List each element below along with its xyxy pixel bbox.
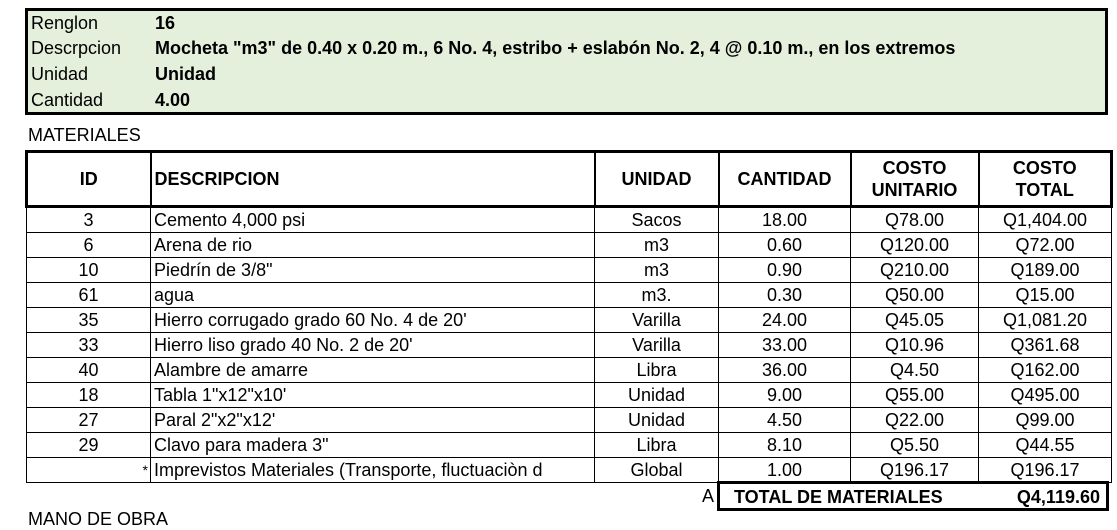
cell-descripcion: Hierro liso grado 40 No. 2 de 20' — [151, 333, 595, 358]
cell-unidad: m3 — [595, 233, 719, 258]
cell-descripcion: agua — [151, 283, 595, 308]
cell-id — [27, 207, 151, 233]
cell-costo-unitario: Q5.50 — [851, 433, 979, 458]
cell-id-text: 10 — [78, 260, 99, 280]
cell-unidad: m3. — [595, 283, 719, 308]
total-materiales-box — [717, 481, 1109, 511]
col-header-id: ID — [27, 152, 151, 207]
cell-id-text: 6 — [83, 235, 94, 255]
cell-id — [27, 233, 151, 258]
cell-unidad: Libra — [595, 358, 719, 383]
cell-cantidad: 33.00 — [719, 333, 851, 358]
cell-costo-total: Q99.00 — [979, 408, 1112, 433]
cell-costo-total: Q1,081.20 — [979, 308, 1112, 333]
cell-costo-unitario: Q50.00 — [851, 283, 979, 308]
cell-unidad: Varilla — [595, 333, 719, 358]
cell-id — [27, 333, 151, 358]
cell-cantidad: 1.00 — [719, 458, 851, 483]
col-header-line: TOTAL — [1015, 180, 1074, 200]
cell-id-text: 61 — [78, 285, 99, 305]
cell-descripcion: Paral 2"x2"x12' — [151, 408, 595, 433]
cell-id-text: 29 — [78, 435, 99, 455]
col-header-costo-unitario — [851, 152, 979, 207]
cell-cantidad: 4.50 — [719, 408, 851, 433]
cell-descripcion: Hierro corrugado grado 60 No. 4 de 20' — [151, 308, 595, 333]
cell-descripcion: Piedrín de 3/8" — [151, 258, 595, 283]
renglon-header — [25, 8, 1108, 115]
cell-id — [27, 258, 151, 283]
cell-costo-unitario: Q4.50 — [851, 358, 979, 383]
table-row — [27, 458, 1112, 483]
cell-id — [27, 308, 151, 333]
cell-descripcion: Clavo para madera 3" — [151, 433, 595, 458]
table-row — [27, 408, 1112, 433]
col-header-line: UNITARIO — [871, 180, 958, 200]
cell-id — [27, 283, 151, 308]
section-title-mano-de-obra: MANO DE OBRA — [28, 509, 169, 529]
table-row — [27, 333, 1112, 358]
table-row — [27, 258, 1112, 283]
cell-cantidad: 0.60 — [719, 233, 851, 258]
cell-unidad: Varilla — [595, 308, 719, 333]
cell-costo-total: Q196.17 — [979, 458, 1112, 483]
cell-id-text: 40 — [78, 360, 99, 380]
cell-costo-total: Q15.00 — [979, 283, 1112, 308]
cell-costo-unitario: Q210.00 — [851, 258, 979, 283]
cell-cantidad: 0.90 — [719, 258, 851, 283]
total-label: TOTAL DE MATERIALES — [734, 487, 943, 507]
cell-cantidad: 24.00 — [719, 308, 851, 333]
header-value: Mocheta "m3" de 0.40 x 0.20 m., 6 No. 4, estribo + eslabón No. 2, 4 @ 0.10 m., en los extremos — [155, 38, 956, 58]
cell-costo-total: Q361.68 — [979, 333, 1112, 358]
total-value: Q4,119.60 — [1016, 487, 1100, 507]
cell-descripcion: Tabla 1"x12"x10' — [151, 383, 595, 408]
table-row — [27, 283, 1112, 308]
cell-id — [27, 383, 151, 408]
table-row — [27, 308, 1112, 333]
header-label: Unidad — [31, 64, 89, 84]
header-value: Unidad — [155, 64, 216, 84]
section-title-materiales: MATERIALES — [28, 125, 141, 145]
header-label: Cantidad — [31, 90, 104, 110]
cell-id-text: 3 — [83, 210, 94, 230]
cell-costo-unitario: Q45.05 — [851, 308, 979, 333]
cell-unidad: m3 — [595, 258, 719, 283]
cell-costo-unitario: Q120.00 — [851, 233, 979, 258]
cell-costo-unitario: Q22.00 — [851, 408, 979, 433]
cell-cantidad: 9.00 — [719, 383, 851, 408]
col-header-descripcion: DESCRIPCION — [151, 152, 595, 207]
total-prefix: A — [702, 486, 715, 506]
cell-costo-total: Q189.00 — [979, 258, 1112, 283]
cell-id — [27, 408, 151, 433]
col-header-line: COSTO — [882, 158, 947, 178]
cell-cantidad: 8.10 — [719, 433, 851, 458]
cell-descripcion: Arena de rio — [151, 233, 595, 258]
col-header-cantidad: CANTIDAD — [719, 152, 851, 207]
cell-cantidad: 0.30 — [719, 283, 851, 308]
cell-costo-unitario: Q196.17 — [851, 458, 979, 483]
cell-id — [27, 358, 151, 383]
cell-id-text: 27 — [78, 410, 99, 430]
col-header-unidad: UNIDAD — [595, 152, 719, 207]
col-header-costo-total — [979, 152, 1112, 207]
materials-table — [25, 150, 1113, 483]
cell-id — [27, 458, 151, 483]
col-header-line: COSTO — [1012, 158, 1077, 178]
cell-costo-unitario: Q10.96 — [851, 333, 979, 358]
table-header-row — [27, 152, 1112, 207]
cell-unidad: Libra — [595, 433, 719, 458]
cell-id — [27, 433, 151, 458]
cell-costo-unitario: Q55.00 — [851, 383, 979, 408]
cell-unidad: Sacos — [595, 207, 719, 233]
cell-unidad: Unidad — [595, 383, 719, 408]
header-label: Renglon — [31, 13, 99, 33]
table-row — [27, 207, 1112, 233]
cell-costo-total: Q162.00 — [979, 358, 1112, 383]
cell-costo-total: Q495.00 — [979, 383, 1112, 408]
cell-unidad: Global — [595, 458, 719, 483]
header-value: 4.00 — [155, 90, 191, 110]
cell-descripcion: Imprevistos Materiales (Transporte, fluctuaciòn d — [151, 458, 595, 483]
cell-cantidad: 36.00 — [719, 358, 851, 383]
table-row — [27, 433, 1112, 458]
cell-id-text: 18 — [78, 385, 99, 405]
header-label: Descrpcion — [31, 38, 122, 58]
cell-costo-total: Q72.00 — [979, 233, 1112, 258]
cell-id-text: 33 — [78, 335, 99, 355]
table-row — [27, 233, 1112, 258]
cell-descripcion: Cemento 4,000 psi — [151, 207, 595, 233]
cell-costo-total: Q44.55 — [979, 433, 1112, 458]
header-value: 16 — [155, 13, 176, 33]
table-row — [27, 383, 1112, 408]
cell-unidad: Unidad — [595, 408, 719, 433]
cell-costo-unitario: Q78.00 — [851, 207, 979, 233]
cell-descripcion: Alambre de amarre — [151, 358, 595, 383]
cell-id-text: 35 — [78, 310, 99, 330]
table-row — [27, 358, 1112, 383]
cell-cantidad: 18.00 — [719, 207, 851, 233]
asterisk-marker: * — [142, 462, 148, 478]
cell-costo-total: Q1,404.00 — [979, 207, 1112, 233]
